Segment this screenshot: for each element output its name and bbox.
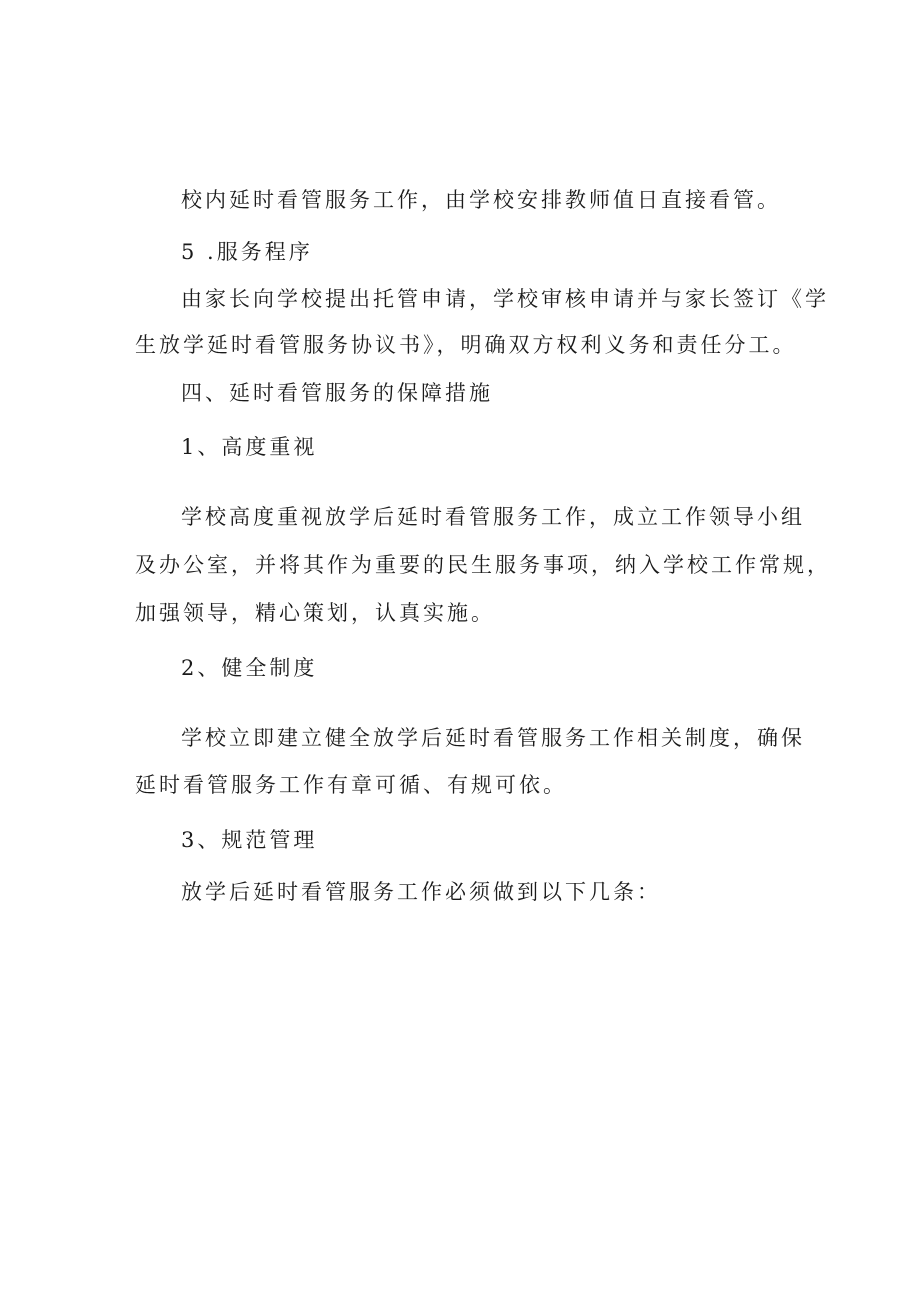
paragraph-line: 放学后延时看管服务工作必须做到以下几条： bbox=[181, 880, 661, 904]
paragraph-line: 学校高度重视放学后延时看管服务工作，成立工作领导小组 bbox=[181, 505, 805, 529]
paragraph-line: 生放学延时看管服务协议书》，明确双方权利义务和责任分工。 bbox=[135, 333, 797, 357]
section-heading: 5 .服务程序 bbox=[181, 240, 313, 264]
paragraph-line: 校内延时看管服务工作，由学校安排教师值日直接看管。 bbox=[181, 188, 781, 212]
paragraph-line: 由家长向学校提出托管申请，学校审核申请并与家长签订《学 bbox=[181, 287, 829, 311]
section-heading: 四、延时看管服务的保障措施 bbox=[181, 381, 493, 405]
section-heading: 3、规范管理 bbox=[181, 828, 318, 852]
paragraph-line: 学校立即建立健全放学后延时看管服务工作相关制度，确保 bbox=[181, 726, 805, 750]
paragraph-line: 延时看管服务工作有章可循、有规可依。 bbox=[135, 773, 567, 797]
paragraph-line: 加强领导，精心策划，认真实施。 bbox=[135, 601, 495, 625]
section-heading: 2、健全制度 bbox=[181, 656, 318, 680]
paragraph-line: 及办公室，并将其作为重要的民生服务事项，纳入学校工作常规， bbox=[135, 553, 831, 577]
section-heading: 1、高度重视 bbox=[181, 435, 318, 459]
